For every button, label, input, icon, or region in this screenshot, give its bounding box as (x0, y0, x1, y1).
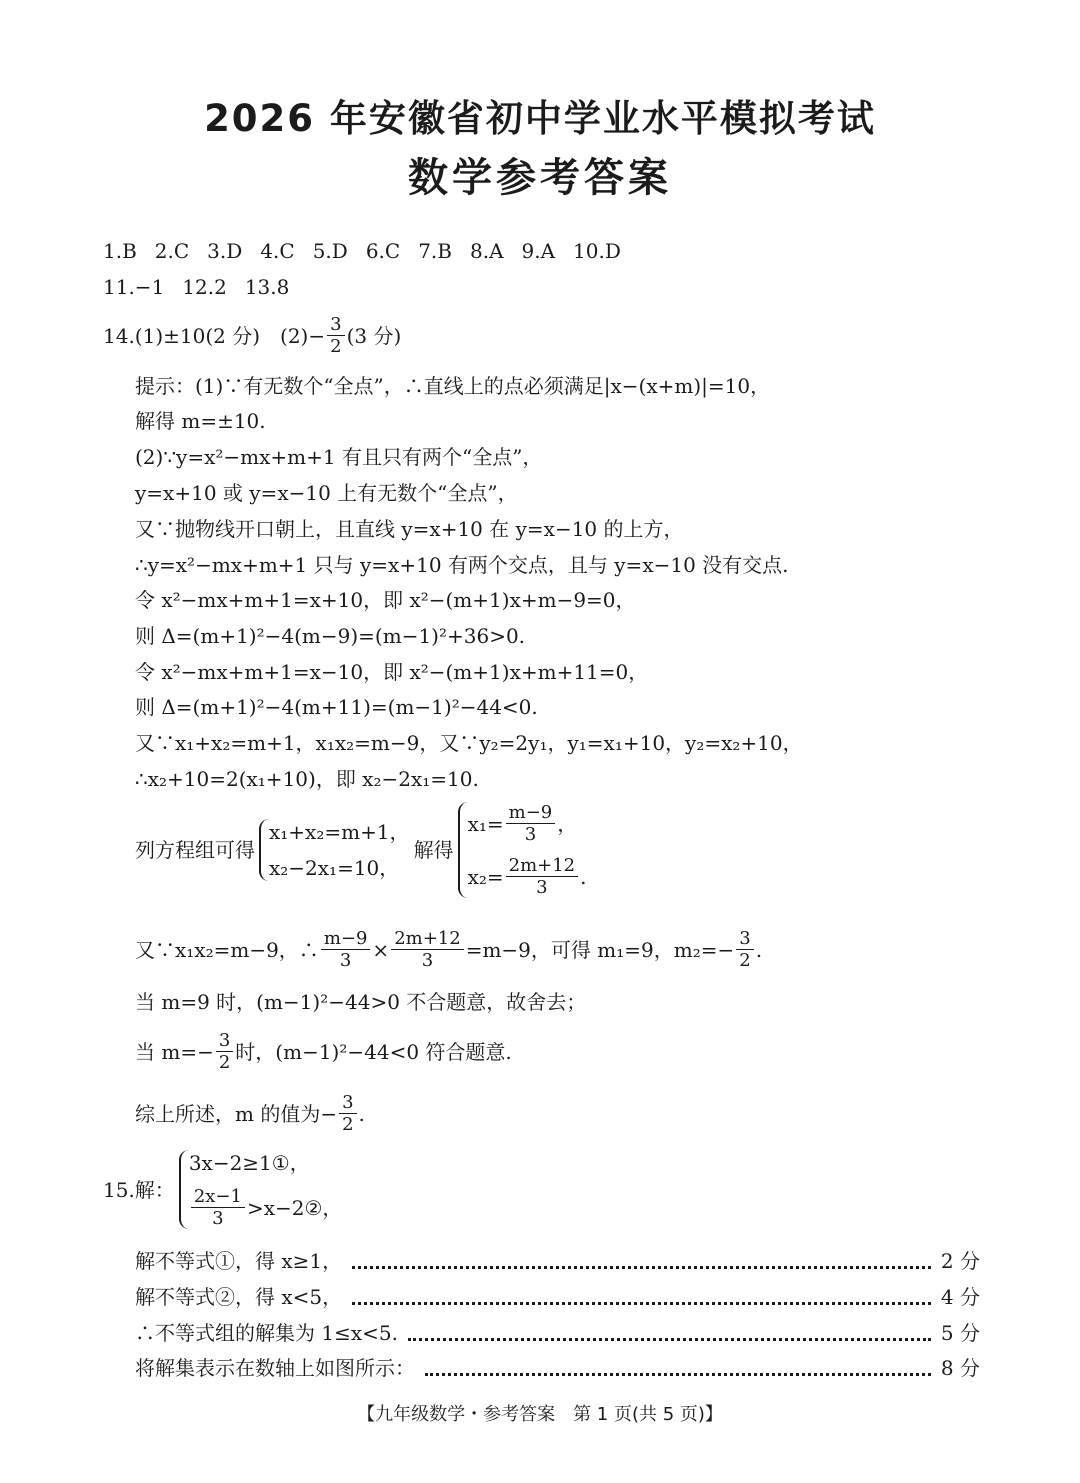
score-line (135, 1320, 980, 1346)
answer-item: 2.C (154, 239, 190, 263)
q14-line: 则 Δ=(m+1)²−4(m+11)=(m−1)²−44<0. (135, 695, 538, 719)
score-value: 8 分 (940, 1356, 980, 1380)
fraction-denominator: 3 (524, 824, 537, 845)
inequality: 3x−2≥1①， (188, 1151, 310, 1175)
product-text: =m−9，可得 m₁=9，m₂=− (465, 937, 735, 962)
fraction-denominator: 3 (212, 1208, 224, 1229)
page-footer: 【九年级数学・参考答案 第 1 页(共 5 页)】 (357, 1404, 723, 1425)
score-line (135, 1284, 980, 1310)
times-sign: × (372, 937, 390, 962)
conclusion-text: 综上所述，m 的值为− (135, 1101, 338, 1126)
answer-item: 11.−1 (103, 275, 165, 299)
case-text: 时，(m−1)²−44<0 符合题意. (235, 1039, 512, 1064)
q15-system-row (103, 1150, 346, 1229)
fraction-denominator: 3 (421, 950, 434, 971)
equation-system-row (135, 802, 591, 898)
score-step-text: 解不等式①，得 x≥1， (135, 1249, 343, 1273)
score-step-text: 将解集表示在数轴上如图所示： (135, 1356, 415, 1380)
answer-item: 10.D (573, 239, 621, 263)
fraction-denominator: 2 (342, 1114, 354, 1135)
inequality-tail: >x−2②， (246, 1195, 343, 1220)
exam-subtitle: 数学参考答案 (408, 155, 672, 201)
q14-head-text: 14.(1)±10(2 分) (2)− (103, 323, 326, 348)
answer-item: 8.A (469, 239, 504, 263)
q14-heading (103, 314, 401, 357)
solution-system (458, 802, 587, 898)
fraction-numerator: m−9 (321, 928, 371, 950)
fraction-numerator: 2m+12 (506, 855, 579, 877)
answer-item: 12.2 (182, 275, 227, 299)
q14-line: 令 x²−mx+m+1=x+10，即 x²−(m+1)x+m−9=0， (135, 588, 636, 612)
punctuation: . (358, 1101, 365, 1126)
answer-item: 6.C (365, 239, 401, 263)
fraction-denominator: 3 (339, 950, 352, 971)
q15-label: 15.解： (103, 1177, 175, 1202)
q14-line: y=x+10 或 y=x−10 上有无数个“全点”， (135, 481, 518, 505)
solution-x1 (468, 802, 587, 845)
fraction-numerator: 2x−1 (191, 1186, 245, 1208)
q14-line: 提示：(1)∵有无数个“全点”，∴直线上的点必须满足|x−(x+m)|=10， (135, 374, 771, 398)
fraction (327, 314, 344, 357)
answer-item: 1.B (103, 239, 137, 263)
fraction-numerator: 3 (327, 314, 344, 336)
punctuation: . (755, 937, 763, 962)
fraction-numerator: 2m+12 (391, 928, 464, 950)
q14-line: ∴x₂+10=2(x₁+10)，即 x₂−2x₁=10. (135, 767, 479, 791)
answer-item: 9.A (521, 239, 556, 263)
exam-title: 2026 年安徽省初中学业水平模拟考试 (204, 97, 876, 140)
fraction (191, 1186, 245, 1229)
equation-system (259, 819, 410, 881)
fraction (736, 928, 753, 971)
dot-leader (352, 1254, 931, 1269)
case-text: 当 m=− (135, 1039, 214, 1064)
product-text: 又∵x₁x₂=m−9，∴ (135, 937, 319, 962)
q14-line: 令 x²−mx+m+1=x−10，即 x²−(m+1)x+m+11=0， (135, 660, 649, 684)
fraction (506, 802, 556, 845)
case-line (135, 1030, 512, 1073)
system-equation: x₁+x₂=m+1， (269, 820, 410, 844)
fraction-denominator: 2 (330, 336, 342, 357)
solution-var: x₂= (467, 864, 504, 889)
punctuation: ， (557, 811, 578, 836)
dot-leader (425, 1361, 931, 1376)
fraction-numerator: 3 (216, 1030, 233, 1052)
q14-line: ∴y=x²−mx+m+1 只与 y=x+10 有两个交点，且与 y=x−10 没有交点. (135, 553, 789, 577)
fraction (391, 928, 464, 971)
score-value: 4 分 (940, 1285, 980, 1309)
answer-item: 13.8 (244, 275, 290, 299)
conclusion-line (135, 1092, 365, 1135)
score-line (135, 1248, 980, 1274)
answer-item: 5.D (312, 239, 348, 263)
q14-head-score: (3 分) (346, 323, 402, 348)
fraction-numerator: 3 (736, 928, 753, 950)
fraction-denominator: 2 (739, 950, 751, 971)
product-line (135, 928, 762, 971)
answer-item: 4.C (260, 239, 295, 263)
q14-line: 解得 m=±10. (135, 409, 266, 433)
system-equation: x₂−2x₁=10， (269, 856, 400, 880)
punctuation: . (580, 864, 587, 889)
fraction-numerator: 3 (339, 1092, 356, 1114)
fraction (321, 928, 371, 971)
inequality (189, 1186, 343, 1229)
score-value: 5 分 (940, 1321, 980, 1345)
solution-var: x₁= (467, 811, 504, 836)
score-line (135, 1355, 980, 1381)
inequality-system (179, 1150, 343, 1229)
q14-line: (2)∵y=x²−mx+m+1 有且只有两个“全点”， (135, 445, 543, 469)
fraction-denominator: 3 (536, 877, 548, 898)
q14-line: 则 Δ=(m+1)²−4(m−9)=(m−1)²+36>0. (135, 624, 526, 648)
q14-line: 又∵抛物线开口朝上，且直线 y=x+10 在 y=x−10 的上方， (135, 517, 684, 541)
fraction (506, 855, 579, 898)
score-step-text: 解不等式②，得 x<5， (135, 1285, 343, 1309)
q14-line: 又∵x₁+x₂=m+1，x₁x₂=m−9，又∵y₂=2y₁，y₁=x₁+10，y₂=x₂+10， (135, 731, 803, 755)
answer-row-1 (103, 238, 639, 264)
score-value: 2 分 (940, 1249, 980, 1273)
system-label: 列方程组可得 (135, 838, 255, 862)
score-step-text: ∴不等式组的解集为 1≤x<5. (135, 1321, 398, 1345)
answer-item: 7.B (418, 239, 452, 263)
fraction (216, 1030, 233, 1073)
fraction-denominator: 2 (218, 1052, 231, 1073)
fraction (339, 1092, 356, 1135)
dot-leader (352, 1290, 931, 1305)
case-line: 当 m=9 时，(m−1)²−44>0 不合题意，故舍去； (135, 990, 587, 1014)
answer-row-2 (103, 274, 307, 300)
solution-x2 (468, 855, 587, 898)
fraction-numerator: m−9 (506, 802, 556, 824)
dot-leader (408, 1326, 931, 1341)
answer-item: 3.D (207, 239, 243, 263)
solve-label: 解得 (413, 838, 454, 862)
